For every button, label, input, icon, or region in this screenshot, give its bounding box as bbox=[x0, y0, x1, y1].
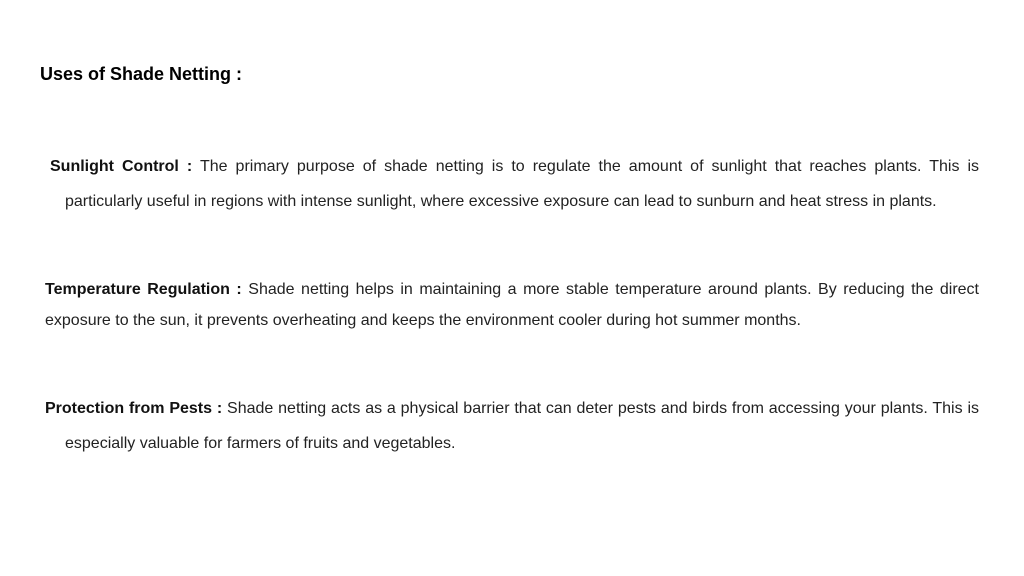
section-protection-from-pests bbox=[45, 391, 979, 461]
section-temperature-regulation bbox=[45, 274, 979, 336]
section-term: Sunlight Control : bbox=[50, 158, 193, 175]
section-text: The primary purpose of shade netting is to regulate the amount of sunlight that reaches plants. This is particularly useful in regions with intense sunlight, where excessive exposure can lead to sunburn and heat stress in plants. bbox=[65, 158, 980, 210]
section-term: Temperature Regulation : bbox=[45, 281, 242, 298]
section-text: Shade netting helps in maintaining a more stable temperature around plants. By reducing the direct exposure to the sun, it prevents overheating and keeps the environment cooler during hot summer months. bbox=[45, 281, 979, 329]
section-sunlight-control bbox=[50, 149, 979, 219]
slide-title: Uses of Shade Netting : bbox=[40, 64, 243, 84]
section-text: Shade netting acts as a physical barrier that can deter pests and birds from accessing your plants. This is especially valuable for farmers of fruits and vegetables. bbox=[65, 400, 980, 452]
section-term: Protection from Pests : bbox=[45, 400, 223, 417]
